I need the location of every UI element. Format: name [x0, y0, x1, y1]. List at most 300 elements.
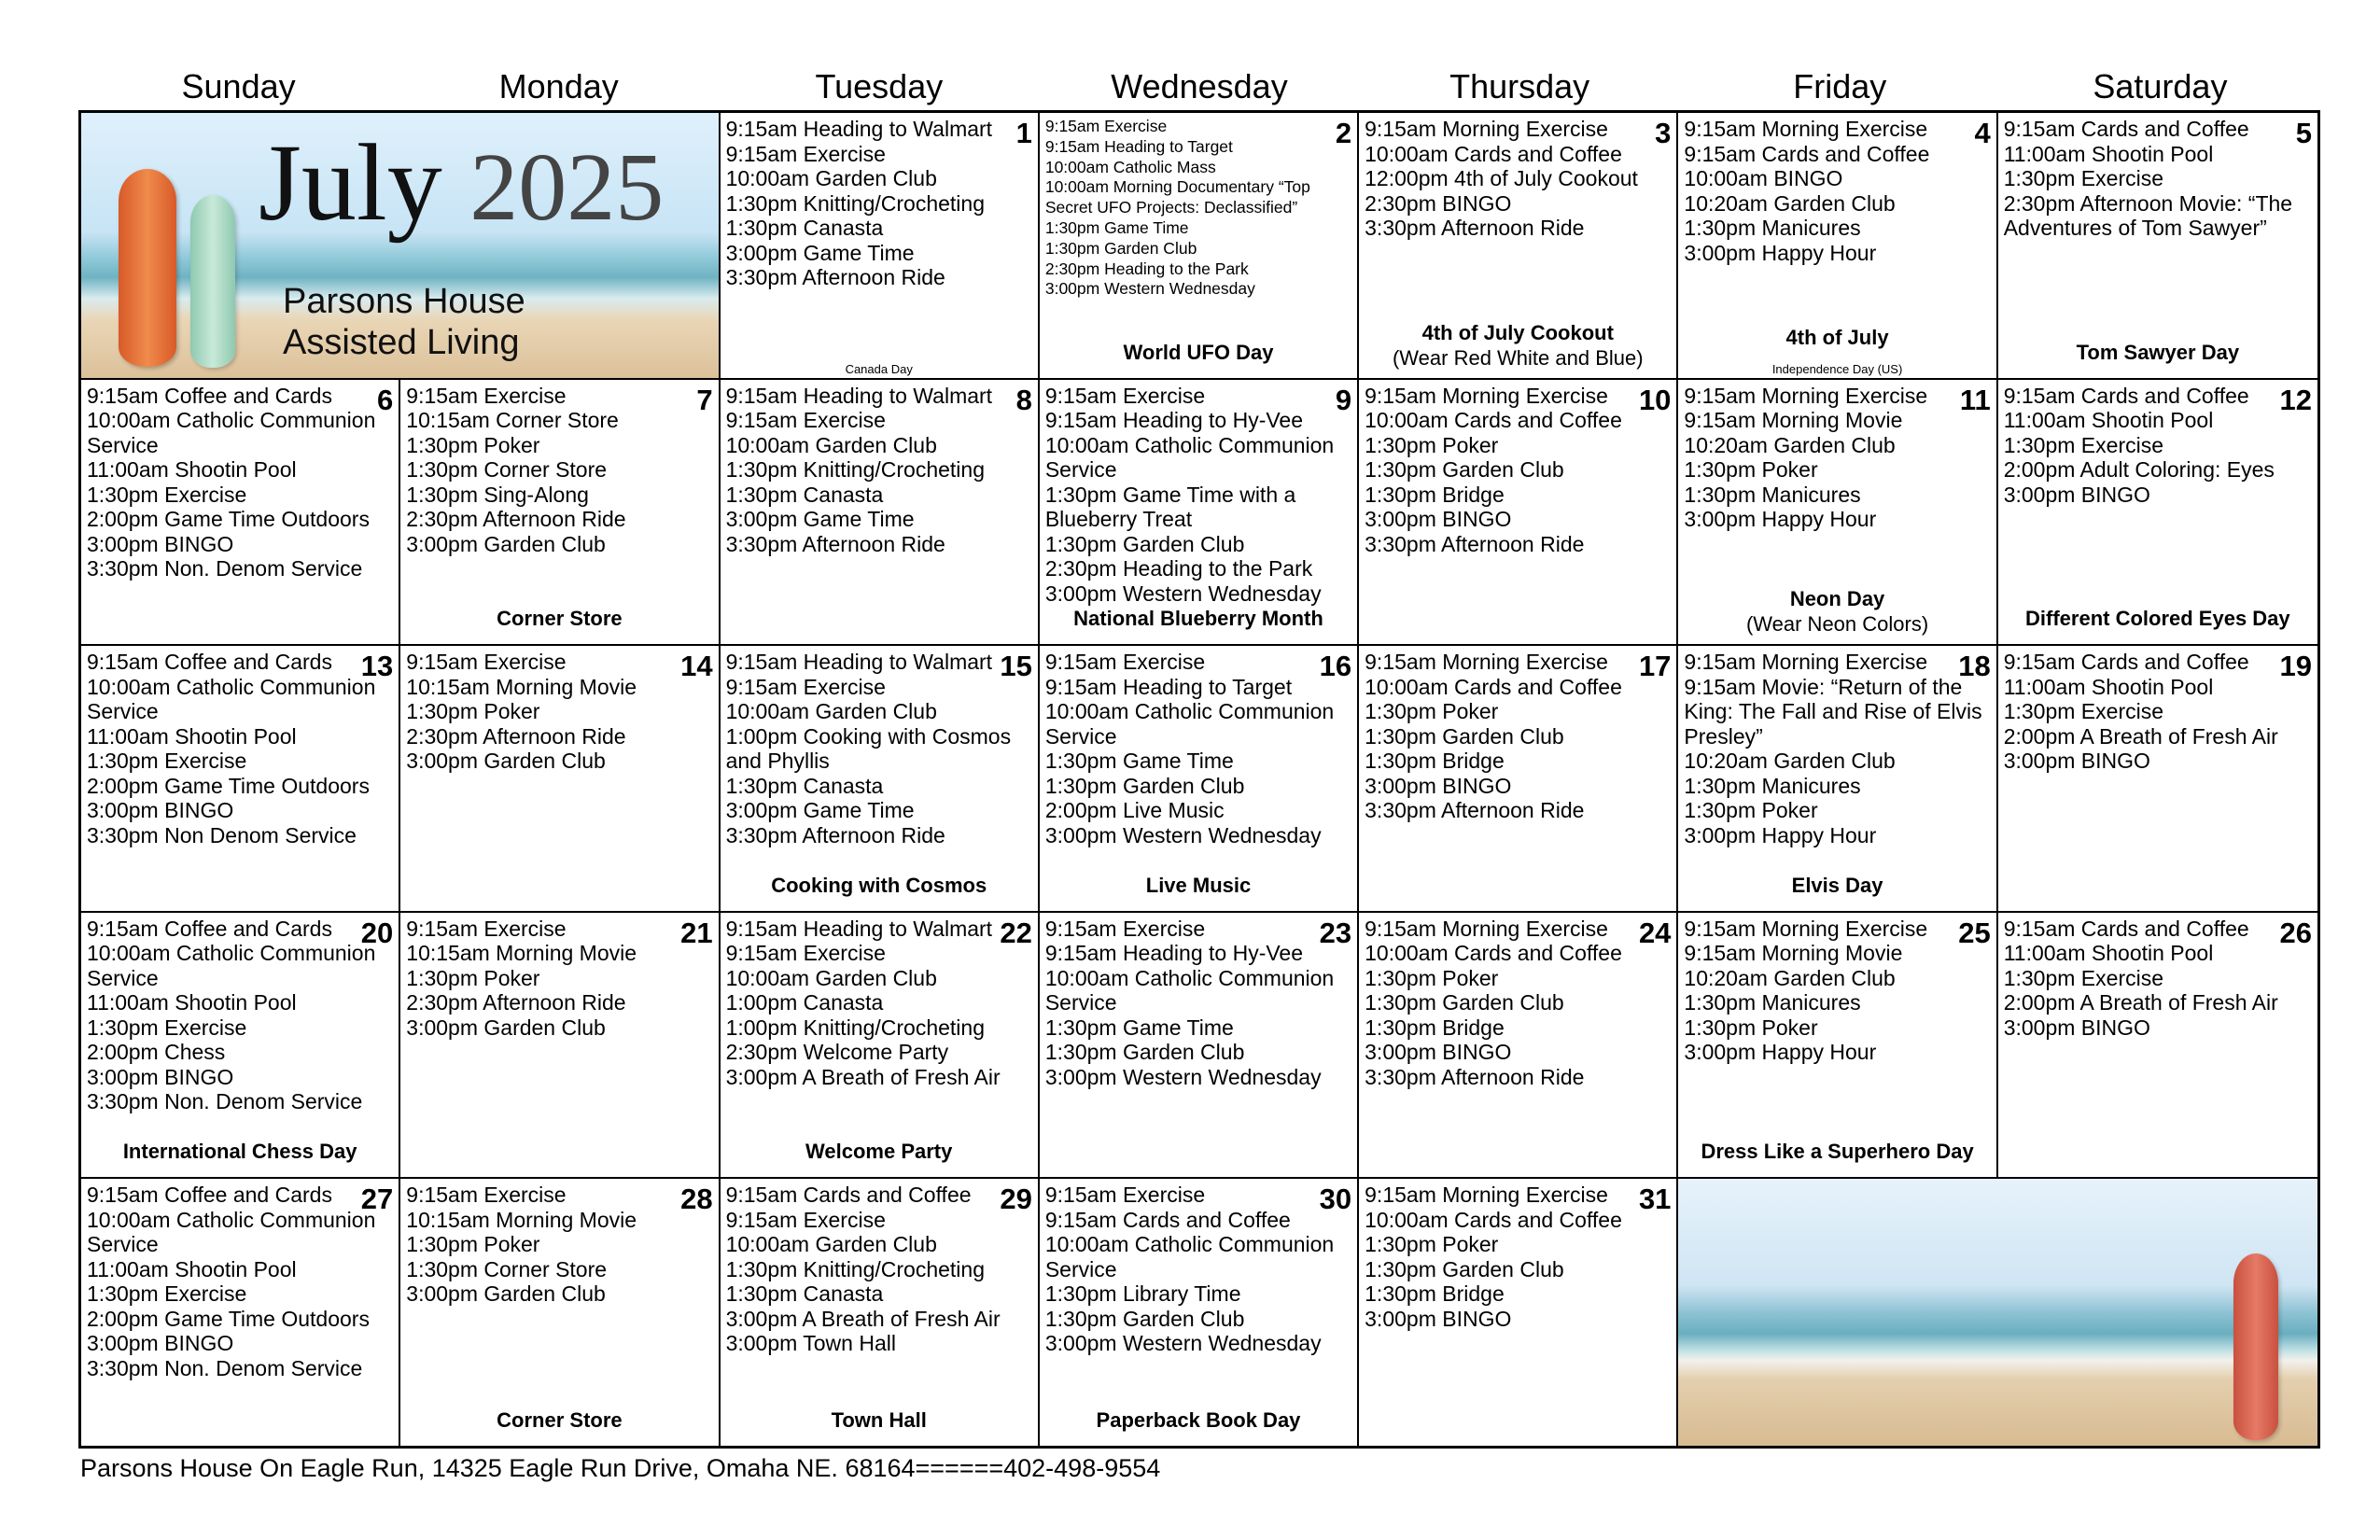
special-day-title: Paperback Book Day — [1096, 1408, 1301, 1432]
day-cell — [721, 1179, 1040, 1446]
day-cell — [1998, 113, 2317, 380]
event-item: 9:15am Cards and Coffee — [1684, 141, 1930, 166]
day-cell — [81, 646, 400, 913]
special-day-title: Welcome Party — [805, 1140, 953, 1164]
special-day-label — [1040, 340, 1357, 365]
event-item: 1:30pm Poker — [406, 699, 540, 724]
event-list — [2004, 117, 2310, 241]
event-item: 9:15am Morning Exercise — [1365, 916, 1608, 941]
event-item: 3:00pm Western Wednesday — [1044, 581, 1322, 606]
day-cell — [1998, 913, 2317, 1180]
event-item: 9:15am Cards and Coffee — [1044, 1207, 1291, 1232]
event-item: 1:00pm Canasta — [725, 990, 884, 1015]
day-cell — [1998, 380, 2317, 647]
event-item: 3:00pm A Breath of Fresh Air — [725, 1306, 1001, 1331]
event-item: 9:15am Exercise — [1044, 1183, 1206, 1208]
event-item: 1:30pm Garden Club — [1365, 1256, 1564, 1281]
event-item: 1:30pm Garden Club — [1365, 723, 1564, 749]
event-item: 9:15am Heading to Hy-Vee — [1044, 941, 1304, 966]
day-cell — [721, 913, 1040, 1180]
day-number: 13 — [360, 650, 394, 683]
event-list — [726, 917, 1030, 1090]
special-day-label — [1998, 340, 2317, 365]
special-day-label — [721, 1139, 1038, 1164]
event-item: 2:00pm Chess — [87, 1040, 226, 1065]
event-list — [1365, 383, 1672, 557]
event-item: 9:15am Morning Exercise — [1365, 383, 1608, 408]
event-item: 1:30pm Exercise — [87, 1281, 247, 1307]
event-item: 2:00pm A Breath of Fresh Air — [2003, 723, 2278, 749]
day-cell — [81, 380, 400, 647]
weekday-wednesday: Wednesday — [1111, 67, 1288, 105]
event-list — [1684, 916, 1991, 1065]
event-item: 10:00am Cards and Coffee — [1365, 141, 1622, 166]
event-item: 1:30pm Manicures — [1684, 482, 1861, 507]
event-item: 3:30pm Non. Denom Service — [87, 556, 363, 581]
event-item: 1:30pm Canasta — [725, 773, 884, 798]
event-item: 3:00pm BINGO — [1365, 1306, 1512, 1331]
event-item: 1:30pm Garden Club — [1044, 1306, 1245, 1331]
event-list — [1045, 117, 1350, 300]
special-day-title: Cooking with Cosmos — [771, 873, 987, 897]
day-number: 29 — [1000, 1183, 1032, 1216]
day-cell — [721, 646, 1040, 913]
event-item: 10:00am BINGO — [1684, 166, 1843, 190]
event-item: 1:30pm Garden Club — [1044, 773, 1245, 798]
special-day-title: National Blueberry Month — [1073, 607, 1323, 631]
event-item: 11:00am Shootin Pool — [2003, 408, 2214, 433]
special-day-label — [400, 606, 718, 631]
event-item: 10:00am Garden Club — [725, 965, 937, 990]
special-day-label — [721, 873, 1038, 898]
event-item: 9:15am Morning Exercise — [1684, 650, 1928, 675]
special-day-title: Tom Sawyer Day — [2076, 340, 2240, 364]
special-day-label — [81, 1139, 399, 1164]
day-number: 1 — [1015, 117, 1032, 149]
event-item: 3:00pm BINGO — [2003, 749, 2150, 774]
day-number: 2 — [1335, 117, 1352, 149]
event-item: 1:30pm Canasta — [725, 216, 884, 240]
special-day-title: Live Music — [1145, 873, 1252, 897]
event-list — [726, 650, 1030, 847]
event-item: 3:00pm BINGO — [87, 1331, 234, 1356]
event-item: 9:15am Cards and Coffee — [2003, 117, 2249, 141]
event-item: 10:00am Catholic Communion Service — [87, 1207, 376, 1257]
event-item: 2:30pm Afternoon Ride — [406, 507, 626, 532]
event-item: 10:00am Catholic Communion Service — [1044, 1232, 1335, 1281]
day-number: 24 — [1638, 916, 1672, 949]
special-day-title: Different Colored Eyes Day — [2025, 607, 2290, 631]
event-item: 9:15am Exercise — [725, 1207, 886, 1232]
event-item: 9:15am Exercise — [1044, 650, 1206, 675]
event-item: 3:00pm Happy Hour — [1684, 507, 1877, 532]
event-item: 1:30pm Sing-Along — [406, 482, 589, 507]
event-item: 3:00pm Game Time — [725, 798, 915, 823]
event-item: 3:00pm Garden Club — [406, 531, 606, 556]
event-item: 2:30pm Heading to the Park — [1044, 259, 1249, 278]
day-cell — [400, 646, 720, 913]
day-number: 15 — [1000, 650, 1032, 683]
day-number: 11 — [1959, 383, 1991, 416]
event-item: 1:30pm Garden Club — [1365, 990, 1564, 1015]
event-item: 2:30pm Afternoon Ride — [406, 723, 626, 749]
event-item: 9:15am Exercise — [725, 674, 886, 699]
event-item: 10:00am Catholic Communion Service — [1044, 432, 1335, 483]
event-item: 3:30pm Afternoon Ride — [1365, 216, 1585, 240]
event-item: 2:30pm Heading to the Park — [1044, 556, 1313, 581]
event-item: 11:00am Shootin Pool — [2003, 141, 2214, 166]
special-day-title: Corner Store — [497, 607, 623, 631]
event-item: 9:15am Coffee and Cards — [87, 1183, 332, 1208]
event-item: 3:00pm BINGO — [1365, 773, 1512, 798]
event-item: 2:30pm Welcome Party — [725, 1040, 949, 1065]
day-number: 22 — [1000, 916, 1032, 949]
event-item: 1:00pm Knitting/Crocheting — [725, 1015, 985, 1040]
day-number: 10 — [1638, 383, 1672, 416]
event-item: 2:00pm Live Music — [1044, 798, 1225, 823]
event-item: 3:30pm Afternoon Ride — [1365, 531, 1585, 556]
event-list — [1684, 384, 1988, 532]
day-number: 19 — [2279, 650, 2312, 683]
event-item: 3:30pm Afternoon Ride — [1365, 1064, 1585, 1089]
event-item: 9:15am Heading to Target — [1044, 674, 1293, 699]
event-item: 1:30pm Bridge — [1365, 482, 1505, 507]
event-item: 2:00pm Game Time Outdoors — [87, 773, 370, 798]
event-item: 2:00pm Game Time Outdoors — [87, 1306, 370, 1331]
event-list — [1045, 1183, 1350, 1356]
event-item: 10:00am Catholic Mass — [1044, 157, 1216, 176]
special-day-subtitle: (Wear Neon Colors) — [1745, 612, 1929, 637]
event-item: 3:30pm Afternoon Ride — [1365, 798, 1585, 823]
day-cell — [1678, 913, 1997, 1180]
day-number: 21 — [680, 916, 713, 949]
event-item: 11:00am Shootin Pool — [2003, 674, 2214, 699]
event-item: 9:15am Morning Exercise — [1684, 117, 1928, 141]
special-day-label — [1678, 1139, 1995, 1164]
day-number: 6 — [377, 383, 394, 416]
event-list — [726, 384, 1030, 557]
special-day-label — [1678, 325, 1995, 350]
event-item: 10:00am Catholic Communion Service — [87, 941, 376, 990]
event-item: 9:15am Exercise — [1044, 916, 1206, 941]
weekday-thursday: Thursday — [1449, 67, 1590, 105]
day-number: 4 — [1974, 117, 1991, 149]
event-item: 10:15am Morning Movie — [406, 941, 637, 966]
event-item: 10:00am Garden Club — [725, 432, 937, 457]
day-number: 30 — [1319, 1183, 1352, 1216]
event-item: 1:30pm Manicures — [1684, 773, 1861, 798]
day-cell — [1678, 380, 1997, 647]
event-item: 9:15am Exercise — [406, 916, 567, 941]
event-item: 9:15am Exercise — [725, 408, 886, 433]
event-item: 10:20am Garden Club — [1684, 965, 1896, 990]
event-list — [87, 916, 394, 1114]
day-cell — [1359, 380, 1678, 647]
event-list — [726, 117, 1030, 290]
event-item: 9:15am Exercise — [1044, 383, 1206, 408]
event-item: 9:15am Morning Movie — [1684, 941, 1903, 966]
event-item: 1:30pm Garden Club — [1365, 457, 1564, 483]
event-item: 3:00pm Game Time — [725, 507, 915, 532]
event-item: 1:30pm Bridge — [1365, 1015, 1505, 1040]
event-item: 1:30pm Game Time with a Blueberry Treat — [1044, 482, 1296, 532]
event-item: 9:15am Morning Exercise — [1684, 916, 1928, 941]
event-item: 9:15am Coffee and Cards — [87, 650, 332, 675]
event-item: 9:15am Coffee and Cards — [87, 383, 332, 408]
event-item: 9:15am Exercise — [406, 383, 567, 408]
event-item: 1:30pm Poker — [406, 965, 540, 990]
event-item: 3:00pm Western Wednesday — [1044, 822, 1322, 847]
event-item: 1:30pm Canasta — [725, 482, 884, 507]
event-item: 9:15am Heading to Walmart — [725, 916, 993, 941]
event-list — [87, 383, 394, 581]
event-item: 10:00am Garden Club — [725, 699, 937, 724]
event-item: 10:00am Garden Club — [725, 1232, 937, 1257]
event-item: 9:15am Exercise — [725, 941, 886, 966]
day-cell — [81, 913, 400, 1180]
event-item: 3:00pm BINGO — [2003, 482, 2150, 507]
event-item: 1:30pm Library Time — [1044, 1281, 1241, 1307]
event-item: 9:15am Morning Movie — [1684, 408, 1903, 433]
event-item: 1:30pm Game Time — [1044, 217, 1189, 237]
event-item: 1:30pm Poker — [1684, 457, 1818, 483]
event-item: 10:00am Cards and Coffee — [1365, 408, 1622, 433]
weekday-header — [78, 63, 2320, 110]
special-day-label — [721, 1407, 1038, 1433]
event-item: 3:00pm BINGO — [1365, 507, 1512, 532]
event-item: 3:00pm BINGO — [87, 1064, 234, 1089]
event-item: 9:15am Heading to Walmart — [725, 117, 993, 141]
event-item: 1:30pm Game Time — [1044, 1015, 1234, 1040]
day-number: 5 — [2295, 117, 2312, 149]
event-item: 3:00pm Town Hall — [725, 1331, 896, 1356]
event-item: 1:30pm Corner Store — [406, 457, 608, 483]
event-item: 1:30pm Exercise — [2003, 432, 2164, 457]
event-item: 3:00pm BINGO — [87, 798, 234, 823]
event-item: 1:30pm Manicures — [1684, 216, 1861, 240]
event-item: 9:15am Exercise — [1044, 117, 1168, 135]
event-item: 10:20am Garden Club — [1684, 190, 1896, 216]
day-number: 3 — [1655, 117, 1672, 149]
event-item: 9:15am Movie: “Return of the King: The Fall and Rise of Elvis Presley” — [1684, 674, 1982, 749]
event-item: 9:15am Morning Exercise — [1365, 117, 1608, 141]
event-item: 3:00pm Garden Club — [406, 1015, 606, 1040]
special-day-label — [1678, 586, 1995, 637]
weekday-monday: Monday — [498, 67, 619, 105]
event-item: 11:00am Shootin Pool — [87, 990, 297, 1015]
beach-image — [1678, 1179, 2317, 1446]
event-item: 2:30pm BINGO — [1365, 190, 1512, 216]
special-day-title: 4th of July Cookout — [1421, 320, 1614, 344]
event-item: 10:20am Garden Club — [1684, 749, 1896, 774]
event-item: 9:15am Morning Exercise — [1365, 650, 1608, 675]
event-list — [2004, 917, 2310, 1041]
holiday-note: Independence Day (US) — [1771, 361, 1903, 376]
special-day-title: World UFO Day — [1123, 340, 1274, 364]
day-cell — [1359, 1179, 1678, 1446]
day-number: 31 — [1638, 1183, 1672, 1216]
day-number: 25 — [1958, 916, 1991, 949]
event-item: 1:30pm Poker — [1365, 432, 1499, 457]
event-list — [1365, 916, 1672, 1090]
event-item: 3:00pm Garden Club — [406, 1281, 606, 1307]
event-item: 9:15am Morning Exercise — [1684, 383, 1928, 408]
day-number: 26 — [2279, 916, 2312, 949]
special-day-title: International Chess Day — [122, 1140, 357, 1164]
event-item: 10:00am Garden Club — [725, 166, 937, 190]
day-cell — [400, 913, 720, 1180]
event-item: 1:30pm Knitting/Crocheting — [725, 457, 985, 483]
event-item: 9:15am Cards and Coffee — [2003, 383, 2249, 408]
event-item: 2:00pm Game Time Outdoors — [87, 507, 370, 532]
event-list — [87, 1183, 394, 1380]
day-cell — [400, 380, 720, 647]
facility-type: Assisted Living — [283, 323, 520, 362]
event-item: 3:30pm Non Denom Service — [87, 822, 357, 847]
event-item: 9:15am Heading to Target — [1044, 136, 1233, 156]
event-item: 2:00pm Adult Coloring: Eyes — [2003, 457, 2275, 483]
day-cell — [1040, 1179, 1359, 1446]
event-item: 9:15am Coffee and Cards — [87, 916, 332, 941]
event-list — [1684, 650, 1991, 847]
event-list — [1365, 650, 1672, 823]
day-number: 18 — [1958, 650, 1991, 683]
day-cell — [1359, 113, 1678, 380]
special-day-title: Elvis Day — [1791, 873, 1883, 897]
event-item: 10:15am Morning Movie — [406, 1207, 637, 1232]
event-item: 1:30pm Corner Store — [406, 1256, 608, 1281]
event-item: 1:30pm Game Time — [1044, 749, 1234, 774]
day-cell — [1040, 646, 1359, 913]
event-item: 1:30pm Knitting/Crocheting — [725, 190, 985, 216]
special-day-title: Corner Store — [497, 1408, 623, 1432]
event-list — [2004, 384, 2310, 508]
event-item: 1:00pm Cooking with Cosmos and Phyllis — [725, 723, 1012, 774]
event-list — [406, 650, 713, 774]
event-item: 9:15am Heading to Hy-Vee — [1044, 408, 1304, 433]
event-item: 11:00am Shootin Pool — [87, 1256, 297, 1281]
event-item: 3:00pm BINGO — [1365, 1040, 1512, 1065]
day-cell — [1040, 113, 1359, 380]
event-list — [726, 1183, 1030, 1356]
event-item: 3:00pm A Breath of Fresh Air — [725, 1064, 1001, 1089]
surfboard-mint-image — [190, 195, 235, 368]
month-title: July 2025 — [259, 121, 665, 244]
event-item: 3:00pm Garden Club — [406, 749, 606, 774]
event-list — [1045, 384, 1350, 607]
event-item: 1:30pm Garden Club — [1044, 531, 1245, 556]
event-item: 2:30pm Afternoon Ride — [406, 990, 626, 1015]
special-day-label — [400, 1407, 718, 1433]
event-item: 11:00am Shootin Pool — [87, 723, 297, 749]
day-number: 9 — [1335, 383, 1352, 416]
day-number: 14 — [680, 650, 713, 683]
day-number: 16 — [1319, 650, 1352, 683]
event-item: 9:15am Morning Exercise — [1365, 1183, 1608, 1208]
event-item: 1:30pm Garden Club — [1044, 238, 1197, 258]
special-day-label — [1998, 606, 2317, 631]
event-item: 1:30pm Exercise — [87, 482, 247, 507]
event-list — [406, 1183, 713, 1307]
day-cell — [1040, 380, 1359, 647]
facility-name: Parsons House — [283, 282, 525, 321]
day-cell — [400, 1179, 720, 1446]
event-item: 1:30pm Exercise — [2003, 166, 2164, 190]
event-item: 1:30pm Bridge — [1365, 749, 1505, 774]
surfboard-orange-image — [119, 169, 176, 367]
day-number: 17 — [1638, 650, 1672, 683]
special-day-title: 4th of July — [1785, 325, 1889, 349]
event-item: 1:30pm Poker — [406, 432, 540, 457]
event-item: 9:15am Cards and Coffee — [725, 1183, 972, 1208]
event-item: 1:30pm Exercise — [87, 749, 247, 774]
event-item: 3:00pm Western Wednesday — [1044, 1331, 1322, 1356]
event-item: 3:30pm Afternoon Ride — [725, 265, 945, 289]
event-item: 9:15am Exercise — [725, 141, 886, 166]
weekday-saturday: Saturday — [2093, 67, 2228, 105]
day-number: 20 — [360, 916, 394, 949]
special-day-subtitle: (Wear Red White and Blue) — [1392, 345, 1644, 370]
surfboard-red-image — [2233, 1253, 2278, 1440]
footer-address: Parsons House On Eagle Run, 14325 Eagle Run Drive, Omaha NE. 68164======402-498-9554 — [80, 1454, 1161, 1482]
day-number: 27 — [360, 1183, 394, 1216]
day-cell — [1359, 646, 1678, 913]
event-item: 1:30pm Poker — [406, 1232, 540, 1257]
calendar-grid — [78, 110, 2320, 1449]
event-item: 3:00pm Western Wednesday — [1044, 1064, 1322, 1089]
event-item: 10:00am Catholic Communion Service — [1044, 965, 1335, 1015]
day-cell — [1359, 913, 1678, 1180]
event-item: 3:00pm Game Time — [725, 240, 915, 265]
event-item: 9:15am Cards and Coffee — [2003, 916, 2249, 941]
day-cell — [81, 1179, 400, 1446]
special-day-title: Neon Day — [1789, 587, 1885, 611]
event-item: 3:00pm Happy Hour — [1684, 1040, 1877, 1065]
event-item: 10:20am Garden Club — [1684, 432, 1896, 457]
special-day-label — [1040, 1407, 1357, 1433]
event-item: 1:30pm Poker — [1684, 798, 1818, 823]
special-day-title: Dress Like a Superhero Day — [1701, 1140, 1974, 1164]
event-list — [1684, 117, 1991, 265]
event-item: 9:15am Exercise — [406, 1183, 567, 1208]
event-item: 3:00pm BINGO — [87, 531, 234, 556]
event-item: 9:15am Heading to Walmart — [725, 383, 993, 408]
event-item: 1:30pm Garden Club — [1044, 1040, 1245, 1065]
event-item: 1:30pm Exercise — [87, 1015, 247, 1040]
event-item: 1:30pm Poker — [1684, 1015, 1818, 1040]
event-item: 10:00am Catholic Communion Service — [87, 408, 376, 457]
event-item: 1:30pm Exercise — [2003, 699, 2164, 724]
event-item: 9:15am Heading to Walmart — [725, 650, 993, 675]
event-item: 9:15am Exercise — [406, 650, 567, 675]
event-item: 1:30pm Canasta — [725, 1281, 884, 1307]
day-number: 12 — [2279, 383, 2312, 416]
event-list — [1365, 1183, 1672, 1331]
event-item: 9:15am Cards and Coffee — [2003, 650, 2249, 675]
event-item: 10:00am Morning Documentary “Top Secret UFO Projects: Declassified” — [1044, 177, 1310, 217]
event-item: 10:00am Cards and Coffee — [1365, 674, 1622, 699]
special-day-label — [1678, 873, 1995, 898]
event-list — [406, 383, 713, 557]
special-day-label — [1359, 320, 1676, 371]
day-number: 8 — [1015, 383, 1032, 416]
event-list — [2004, 650, 2310, 774]
event-item: 1:30pm Poker — [1365, 699, 1499, 724]
event-list — [87, 650, 394, 847]
event-item: 11:00am Shootin Pool — [2003, 941, 2214, 966]
event-item: 10:15am Morning Movie — [406, 674, 637, 699]
event-item: 3:00pm Western Wednesday — [1044, 279, 1255, 299]
